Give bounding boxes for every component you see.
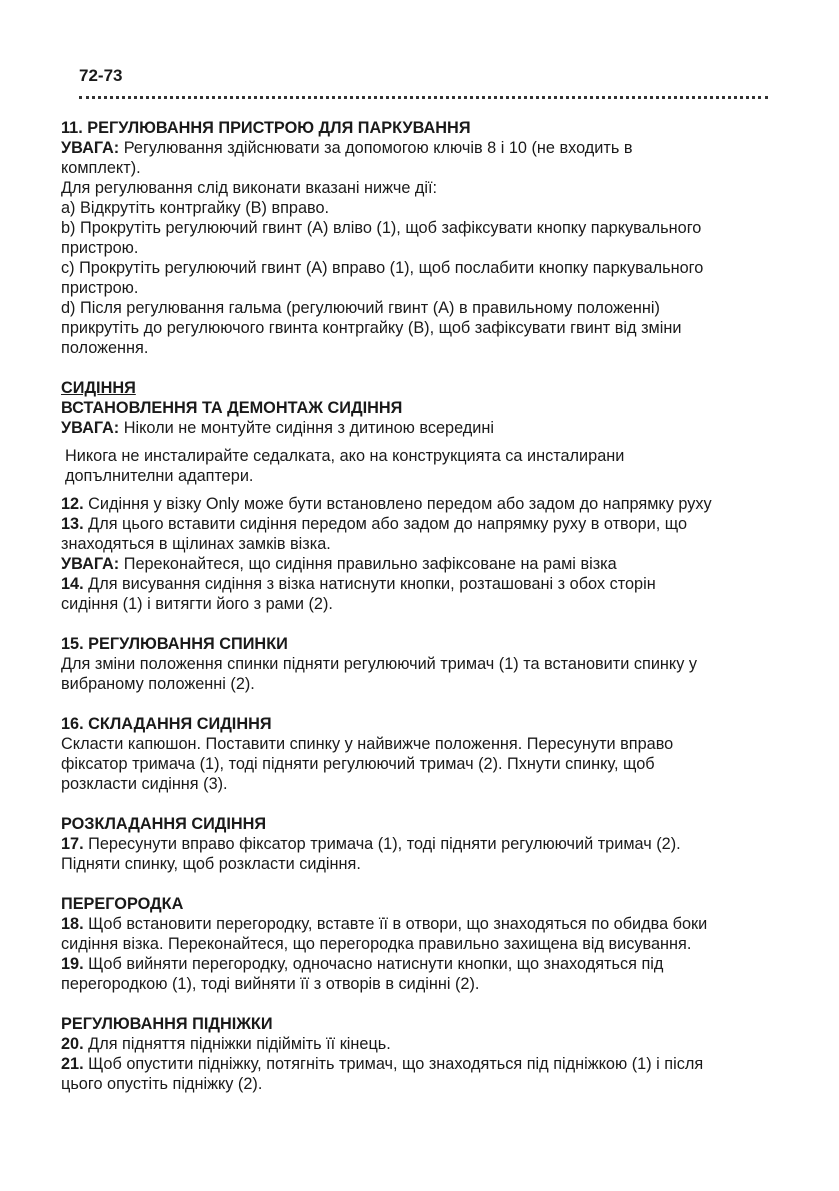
step-number: 18.: [61, 915, 84, 933]
warning-label: УВАГА:: [61, 555, 120, 573]
step-17: [61, 834, 791, 854]
step-number: 20.: [61, 1035, 84, 1053]
dotted-divider: [79, 96, 768, 99]
section-15-heading: 15. РЕГУЛЮВАННЯ СПИНКИ: [61, 635, 288, 653]
section-11-heading: 11. РЕГУЛЮВАННЯ ПРИСТРОЮ ДЛЯ ПАРКУВАННЯ: [61, 119, 471, 137]
step-text: Для висування сидіння з візка натиснути кнопки, розташовані з обох сторін: [83, 575, 656, 593]
manual-content: [61, 118, 791, 1094]
step-text: Сидіння у візку Only може бути встановлено передом або задом до напрямку руху: [83, 495, 712, 513]
step-text: Для цього вставити сидіння передом або задом до напрямку руху в отвори, що: [83, 515, 688, 533]
section-11-warning: [61, 138, 791, 158]
step-d: d) Після регулювання гальма (регулюючий гвинт (A) в правильному положенні): [61, 299, 660, 317]
step-18: [61, 914, 791, 934]
step-number: 14.: [61, 575, 84, 593]
text-line: пристрою.: [61, 279, 139, 297]
warning-text: Ніколи не монтуйте сидіння з дитиною всередині: [119, 419, 494, 437]
step-text: Щоб встановити перегородку, вставте її в отвори, що знаходяться по обидва боки: [83, 915, 708, 933]
step-number: 12.: [61, 495, 84, 513]
step-number: 19.: [61, 955, 84, 973]
step-13: [61, 514, 791, 534]
step-number: 17.: [61, 835, 84, 853]
page-number: 72-73: [79, 66, 123, 85]
step-14: [61, 574, 791, 594]
step-12: [61, 494, 791, 514]
step-21: [61, 1054, 791, 1074]
text-line: цього опустіть підніжку (2).: [61, 1075, 263, 1093]
step-text: Щоб вийняти перегородку, одночасно натиснути кнопки, що знаходяться під: [83, 955, 664, 973]
text-line: розкласти сидіння (3).: [61, 775, 228, 793]
footrest-heading: РЕГУЛЮВАННЯ ПІДНІЖКИ: [61, 1015, 273, 1033]
divider-heading: ПЕРЕГОРОДКА: [61, 895, 184, 913]
text-line: сидіння (1) і витягти його з рами (2).: [61, 595, 333, 613]
text-line: положення.: [61, 339, 149, 357]
text-line: комплект).: [61, 159, 141, 177]
text-line: прикрутіть до регулюючого гвинта контргайку (B), щоб зафіксувати гвинт від зміни: [61, 319, 682, 337]
step-c: c) Прокрутіть регулюючий гвинт (A) вправо (1), щоб послабити кнопку паркувального: [61, 259, 704, 277]
text-line: перегородкою (1), тоді вийняти її з отворів в сидінні (2).: [61, 975, 480, 993]
seat-title: СИДІННЯ: [61, 379, 136, 397]
step-number: 13.: [61, 515, 84, 533]
seat-warning-2: [61, 554, 791, 574]
step-19: [61, 954, 791, 974]
text-line: пристрою.: [61, 239, 139, 257]
text-line: фіксатор тримача (1), тоді підняти регулюючий тримач (2). Пхнути спинку, щоб: [61, 755, 655, 773]
unfold-heading: РОЗКЛАДАННЯ СИДІННЯ: [61, 815, 267, 833]
text-line: Скласти капюшон. Поставити спинку у найвижче положення. Пересунути вправо: [61, 735, 674, 753]
text-line: Для регулювання слід виконати вказані нижче дії:: [61, 179, 438, 197]
warning-label: УВАГА:: [61, 419, 120, 437]
text-line: Для зміни положення спинки підняти регулюючий тримач (1) та встановити спинку у: [61, 655, 698, 673]
section-16-heading: 16. СКЛАДАННЯ СИДІННЯ: [61, 715, 272, 733]
step-text: Щоб опустити підніжку, потягніть тримач, що знаходяться під підніжкою (1) і після: [83, 1055, 704, 1073]
warning-label: УВАГА:: [61, 139, 120, 157]
seat-subtitle: ВСТАНОВЛЕННЯ ТА ДЕМОНТАЖ СИДІННЯ: [61, 399, 403, 417]
text-line: вибраному положенні (2).: [61, 675, 255, 693]
seat-warning: [61, 418, 791, 438]
bulgarian-note: Никога не инсталирайте седалката, ако на конструкцията са инсталирани: [65, 447, 625, 465]
text-line: Підняти спинку, щоб розкласти сидіння.: [61, 855, 361, 873]
warning-text: Переконайтеся, що сидіння правильно зафіксоване на рамі візка: [119, 555, 617, 573]
step-b: b) Прокрутіть регулюючий гвинт (A) вліво (1), щоб зафіксувати кнопку паркувального: [61, 219, 702, 237]
text-line: сидіння візка. Переконайтеся, що перегородка правильно захищена від висування.: [61, 935, 692, 953]
step-20: [61, 1034, 791, 1054]
step-text: Для підняття підніжки підійміть її кінець.: [83, 1035, 391, 1053]
text-line: допълнителни адаптери.: [65, 467, 254, 485]
step-a: a) Відкрутіть контргайку (B) вправо.: [61, 199, 330, 217]
warning-text: Регулювання здійснювати за допомогою ключів 8 і 10 (не входить в: [119, 139, 633, 157]
step-text: Пересунути вправо фіксатор тримача (1), тоді підняти регулюючий тримач (2).: [83, 835, 681, 853]
step-number: 21.: [61, 1055, 84, 1073]
text-line: знаходяться в щілинах замків візка.: [61, 535, 331, 553]
